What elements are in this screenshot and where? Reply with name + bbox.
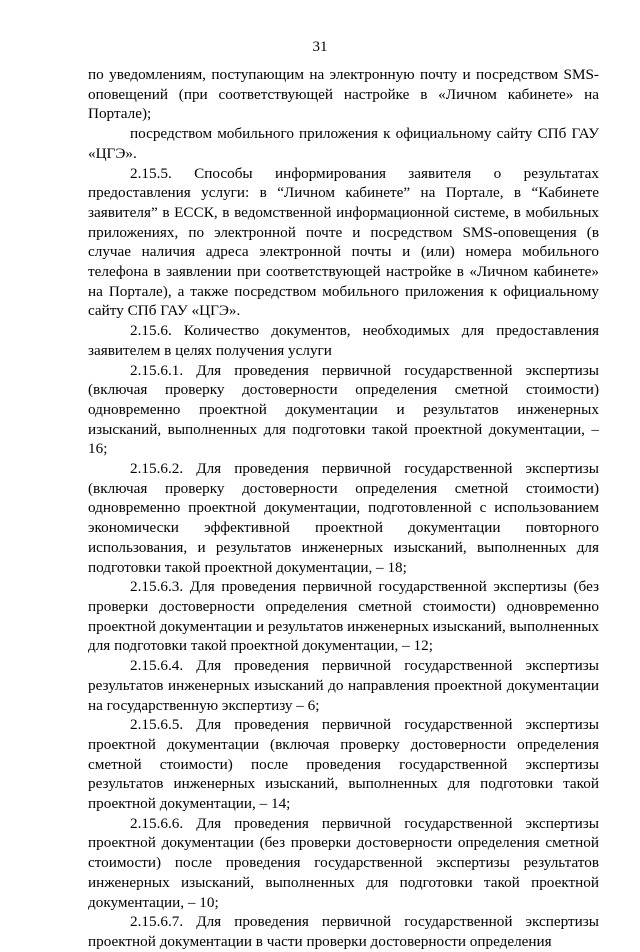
paragraph-2-15-6-1: 2.15.6.1. Для проведения первичной государственной экспертизы (включая проверку достоверности определения сметной стоимости) одновременно проектной документации и результатов инженерных изысканий, выполненных для подготовки такой проектной документации, – 16; xyxy=(88,361,599,458)
paragraph-2-15-6-2: 2.15.6.2. Для проведения первичной государственной экспертизы (включая проверку достоверности определения сметной стоимости) одновременно проектной документации, подготовленной с использованием экономически эффективной проектной документации повторного использования, и результатов инженерных изысканий, выполненных для подготовки такой проектной документации, – 18; xyxy=(88,460,599,576)
paragraph-2-15-6-3: 2.15.6.3. Для проведения первичной государственной экспертизы (без проверки достоверности определения сметной стоимости) одновременно проектной документации и результатов инженерных изысканий, выполненных для подготовки такой проектной документации, – 12; xyxy=(88,578,599,655)
paragraph-2-15-6-5: 2.15.6.5. Для проведения первичной государственной экспертизы проектной документации (включая проверку достоверности определения сметной стоимости) после проведения государственной экспертизы результатов инженерных изысканий, выполненных для подготовки такой проектной документации, – 14; xyxy=(88,716,599,813)
document-body xyxy=(88,65,599,952)
page-number: 31 xyxy=(312,39,328,55)
paragraph-2-15-6: 2.15.6. Количество документов, необходимых для предоставления заявителем в целях получения услуги xyxy=(88,322,599,359)
paragraph-2-15-6-4: 2.15.6.4. Для проведения первичной государственной экспертизы результатов инженерных изысканий до направления проектной документации на государственную экспертизу – 6; xyxy=(88,657,599,714)
paragraph-2-15-6-6: 2.15.6.6. Для проведения первичной государственной экспертизы проектной документации (без проверки достоверности определения сметной стоимости) после проведения государственной экспертизы результатов инженерных изысканий, выполненных для подготовки такой проектной документации, – 10; xyxy=(88,814,599,911)
paragraph-2-15-5: 2.15.5. Способы информирования заявителя о результатах предоставления услуги: в “Личном кабинете” на Портале, в “Кабинете заявителя” в ЕССК, в ведомственной информационной системе, в мобильных приложениях, по электронной почте и посредством SMS-оповещения (в случае наличия адреса электронной почты и (или) номера мобильного телефона в заявлении при соответствующей настройке в «Личном кабинете» на Портале), а также посредством мобильного приложения к официальному сайту СПб ГАУ «ЦГЭ». xyxy=(88,164,599,320)
paragraph-2-15-6-7: 2.15.6.7. Для проведения первичной государственной экспертизы проектной документации в части проверки достоверности определения xyxy=(88,913,599,950)
paragraph-mobile-app: посредством мобильного приложения к официальному сайту СПб ГАУ «ЦГЭ». xyxy=(88,125,599,162)
paragraph-notifications: по уведомлениям, поступающим на электронную почту и посредством SMS-оповещений (при соответствующей настройке в «Личном кабинете» на Портале); xyxy=(88,66,599,123)
